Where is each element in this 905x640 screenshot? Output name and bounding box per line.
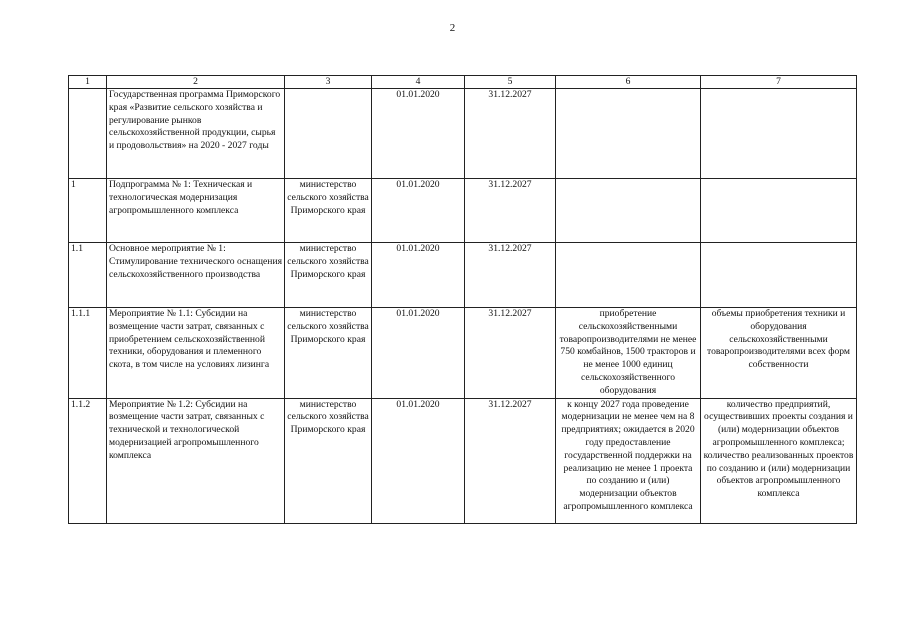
row-expected-result bbox=[556, 243, 701, 308]
row-indicator bbox=[701, 179, 857, 243]
row-start-date: 01.01.2020 bbox=[372, 89, 465, 179]
column-header: 3 bbox=[285, 76, 372, 89]
row-executor: министерство сельского хозяйства Приморского края bbox=[285, 179, 372, 243]
row-executor bbox=[285, 89, 372, 179]
page-number: 2 bbox=[449, 22, 456, 34]
row-number: 1.1.1 bbox=[69, 308, 107, 399]
table-row bbox=[69, 89, 857, 179]
row-number bbox=[69, 89, 107, 179]
row-end-date: 31.12.2027 bbox=[465, 308, 556, 399]
program-table bbox=[68, 75, 857, 524]
table-row bbox=[69, 179, 857, 243]
row-end-date: 31.12.2027 bbox=[465, 179, 556, 243]
table-row bbox=[69, 243, 857, 308]
row-end-date: 31.12.2027 bbox=[465, 398, 556, 523]
row-executor: министерство сельского хозяйства Приморского края bbox=[285, 398, 372, 523]
row-name: Мероприятие № 1.1: Субсидии на возмещение части затрат, связанных с приобретением сельскохозяйственной техники, оборудования и племенного скота, в том числе на условиях лизинга bbox=[107, 308, 285, 399]
column-header: 4 bbox=[372, 76, 465, 89]
row-end-date: 31.12.2027 bbox=[465, 243, 556, 308]
column-header: 5 bbox=[465, 76, 556, 89]
row-start-date: 01.01.2020 bbox=[372, 243, 465, 308]
row-number: 1.1 bbox=[69, 243, 107, 308]
row-expected-result: приобретение сельскохозяйственными товаропроизводителями не менее 750 комбайнов, 1500 тракторов и не менее 1000 единиц сельскохозяйственного оборудования bbox=[556, 308, 701, 399]
row-indicator: количество предприятий, осуществивших проекты создания и (или) модернизации объектов агропромышленного комплекса; количество реализованных проектов по созданию и (или) модернизации объектов агропромышленного комплекса bbox=[701, 398, 857, 523]
row-start-date: 01.01.2020 bbox=[372, 398, 465, 523]
row-expected-result: к концу 2027 года проведение модернизации не менее чем на 8 предприятиях; ожидается в 2020 году предоставление государственной поддержки на реализацию не менее 1 проекта по созданию и (или) модернизации объектов агропромышленного комплекса bbox=[556, 398, 701, 523]
row-name: Подпрограмма № 1: Техническая и технологическая модернизация агропромышленного комплекса bbox=[107, 179, 285, 243]
row-start-date: 01.01.2020 bbox=[372, 179, 465, 243]
row-name: Основное мероприятие № 1: Стимулирование технического оснащения сельскохозяйственного производства bbox=[107, 243, 285, 308]
column-header: 7 bbox=[701, 76, 857, 89]
row-number: 1 bbox=[69, 179, 107, 243]
row-end-date: 31.12.2027 bbox=[465, 89, 556, 179]
table-row bbox=[69, 398, 857, 523]
row-number: 1.1.2 bbox=[69, 398, 107, 523]
row-name: Государственная программа Приморского края «Развитие сельского хозяйства и регулирование рынков сельскохозяйственной продукции, сырья и продовольствия» на 2020 - 2027 годы bbox=[107, 89, 285, 179]
row-start-date: 01.01.2020 bbox=[372, 308, 465, 399]
row-name: Мероприятие № 1.2: Субсидии на возмещение части затрат, связанных с технической и технологической модернизацией агропромышленного комплекса bbox=[107, 398, 285, 523]
row-indicator: объемы приобретения техники и оборудования сельскохозяйственными товаропроизводителями всех форм собственности bbox=[701, 308, 857, 399]
column-header: 6 bbox=[556, 76, 701, 89]
header-row bbox=[69, 76, 857, 89]
row-executor: министерство сельского хозяйства Приморского края bbox=[285, 308, 372, 399]
row-expected-result bbox=[556, 89, 701, 179]
table-row bbox=[69, 308, 857, 399]
row-indicator bbox=[701, 243, 857, 308]
row-expected-result bbox=[556, 179, 701, 243]
row-indicator bbox=[701, 89, 857, 179]
row-executor: министерство сельского хозяйства Приморского края bbox=[285, 243, 372, 308]
column-header: 2 bbox=[107, 76, 285, 89]
column-header: 1 bbox=[69, 76, 107, 89]
